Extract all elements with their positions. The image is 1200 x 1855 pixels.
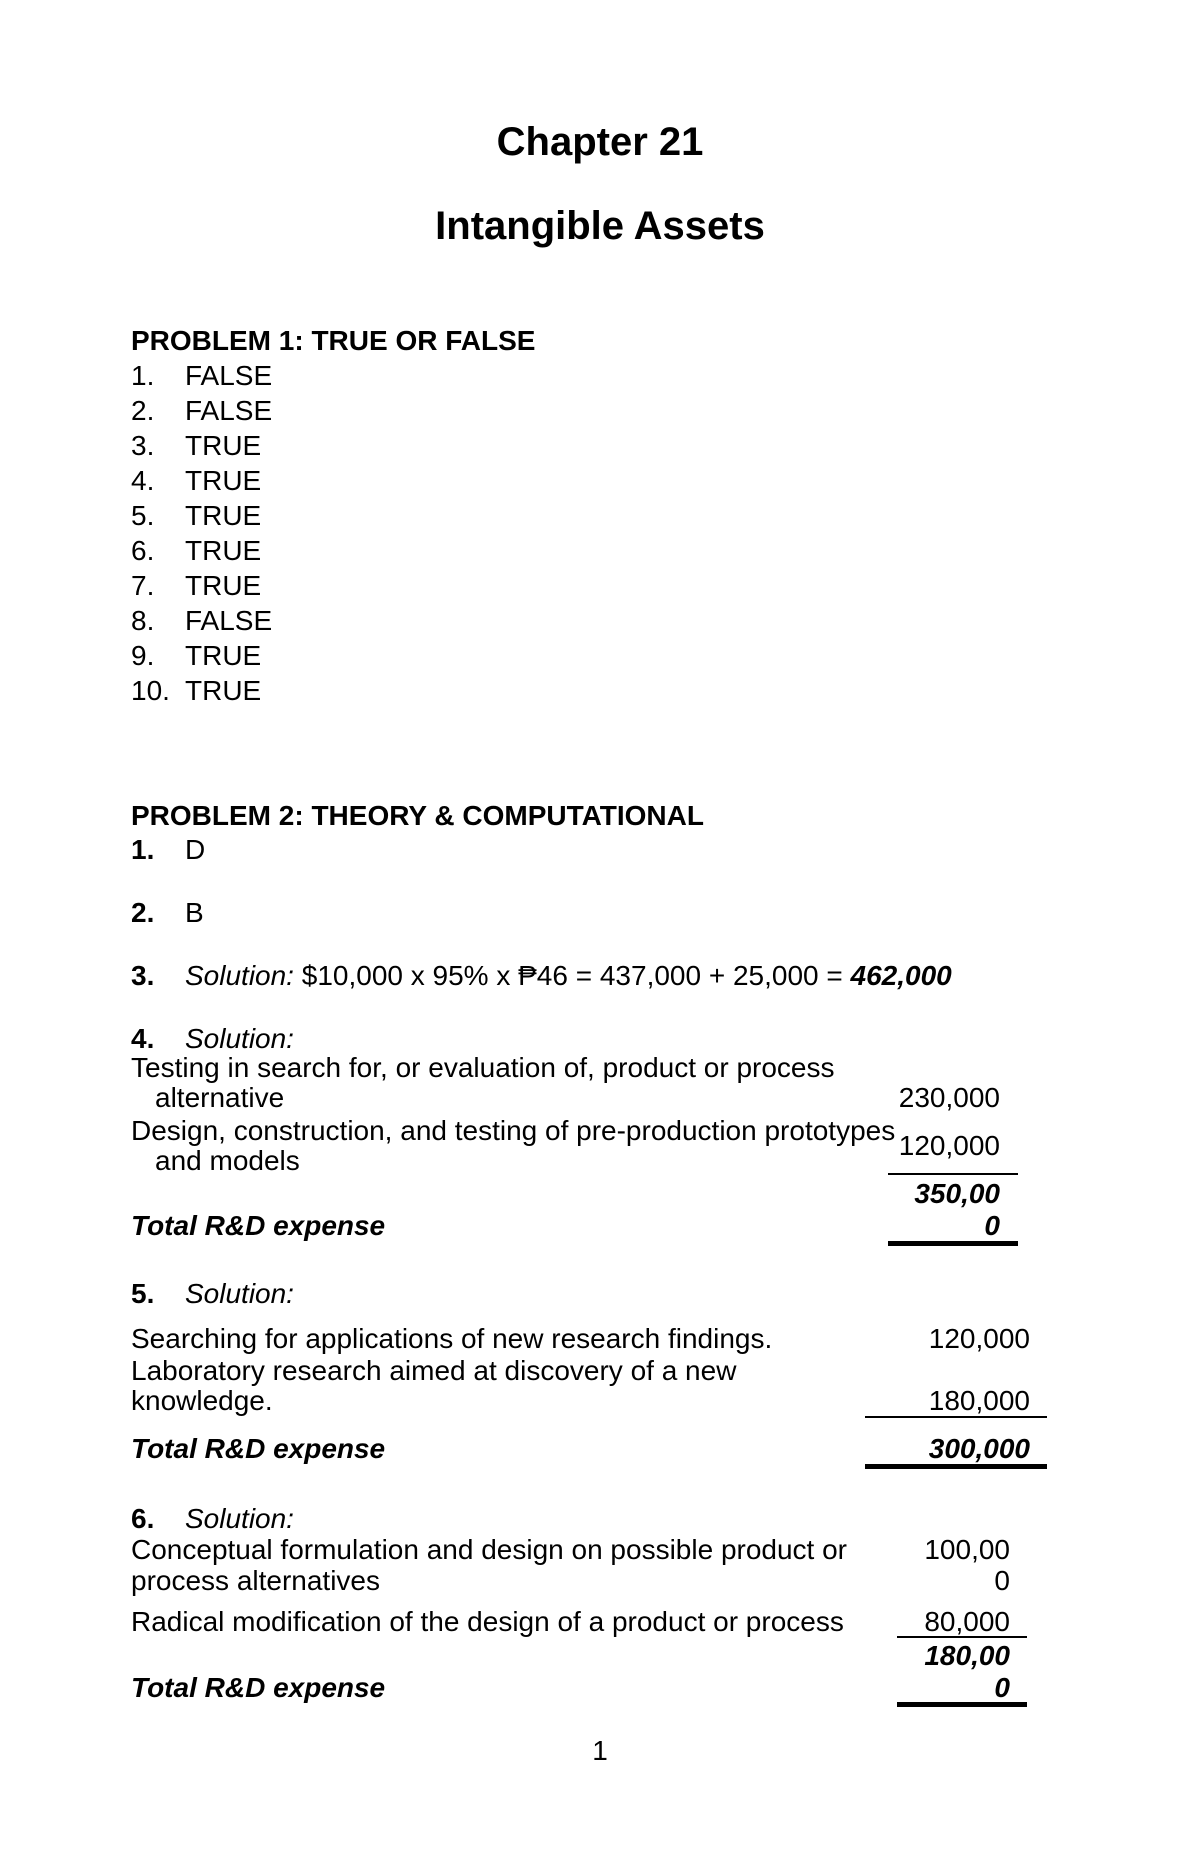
- q4-number: 4.: [131, 1023, 155, 1054]
- q5-amount2: 180,000: [928, 1385, 1030, 1416]
- q5-line2a: Laboratory research aimed at discovery of a new: [131, 1355, 737, 1386]
- q4-total-a: 350,00: [914, 1178, 1000, 1209]
- q6-solution-label: Solution:: [185, 1503, 294, 1534]
- q5-line1: Searching for applications of new research findings.: [131, 1323, 773, 1354]
- q4-amount1: 230,000: [898, 1082, 1000, 1113]
- q4-line2a: Design, construction, and testing of pre-production prototypes: [131, 1115, 896, 1146]
- q4-line2b: and models: [155, 1145, 300, 1176]
- q6-line1b: process alternatives: [131, 1565, 381, 1596]
- q4-subtotal-rule: [888, 1173, 1018, 1175]
- q5-total-label: Total R&D expense: [131, 1433, 386, 1464]
- q5-solution-label: Solution:: [185, 1278, 294, 1309]
- q5-total-rule: [865, 1464, 1047, 1469]
- q4-line1a: Testing in search for, or evaluation of, product or process: [131, 1052, 835, 1083]
- q5-total: 300,000: [928, 1433, 1030, 1464]
- chapter-topic: Intangible Assets: [435, 204, 765, 248]
- q3-number: 3.: [131, 960, 155, 991]
- q6-amount1a: 100,00: [924, 1534, 1010, 1565]
- q5-amount1: 120,000: [928, 1323, 1030, 1354]
- q6-total-label: Total R&D expense: [131, 1672, 386, 1703]
- q4-total-rule: [888, 1241, 1018, 1246]
- page-number: 1: [592, 1735, 608, 1766]
- chapter-title: Chapter 21: [496, 120, 704, 164]
- q5-number: 5.: [131, 1278, 155, 1309]
- q4-total-label: Total R&D expense: [131, 1210, 386, 1241]
- q5-line2b: knowledge.: [131, 1385, 273, 1416]
- q3-solution: [185, 960, 952, 992]
- q4-amount2: 120,000: [898, 1130, 1000, 1161]
- q6-amount1b: 0: [994, 1565, 1010, 1596]
- q6-number: 6.: [131, 1503, 155, 1534]
- q6-subtotal-rule: [897, 1636, 1027, 1638]
- q6-amount2: 80,000: [924, 1606, 1010, 1637]
- q3-solution-label: Solution:: [185, 960, 294, 991]
- q3-result: 462,000: [850, 960, 952, 991]
- q5-subtotal-rule: [865, 1416, 1047, 1418]
- q6-line2: Radical modification of the design of a product or process: [131, 1606, 844, 1637]
- q1-answer: D: [185, 834, 206, 865]
- q6-line1a: Conceptual formulation and design on possible product or: [131, 1534, 848, 1565]
- q2-number: 2.: [131, 897, 155, 928]
- q6-total-b: 0: [994, 1672, 1010, 1703]
- q4-total-b: 0: [984, 1210, 1000, 1241]
- q6-total-rule: [897, 1702, 1027, 1707]
- q6-total-a: 180,00: [924, 1640, 1010, 1671]
- q2-answer: B: [185, 897, 204, 928]
- q3-solution-text: $10,000 x 95% x ₱46 = 437,000 + 25,000 =: [293, 960, 851, 991]
- q1-number: 1.: [131, 834, 155, 865]
- problem1-heading: PROBLEM 1: TRUE OR FALSE: [131, 325, 536, 356]
- q4-solution-label: Solution:: [185, 1023, 294, 1054]
- problem2-heading: PROBLEM 2: THEORY & COMPUTATIONAL: [131, 800, 704, 831]
- q4-line1b: alternative: [155, 1082, 285, 1113]
